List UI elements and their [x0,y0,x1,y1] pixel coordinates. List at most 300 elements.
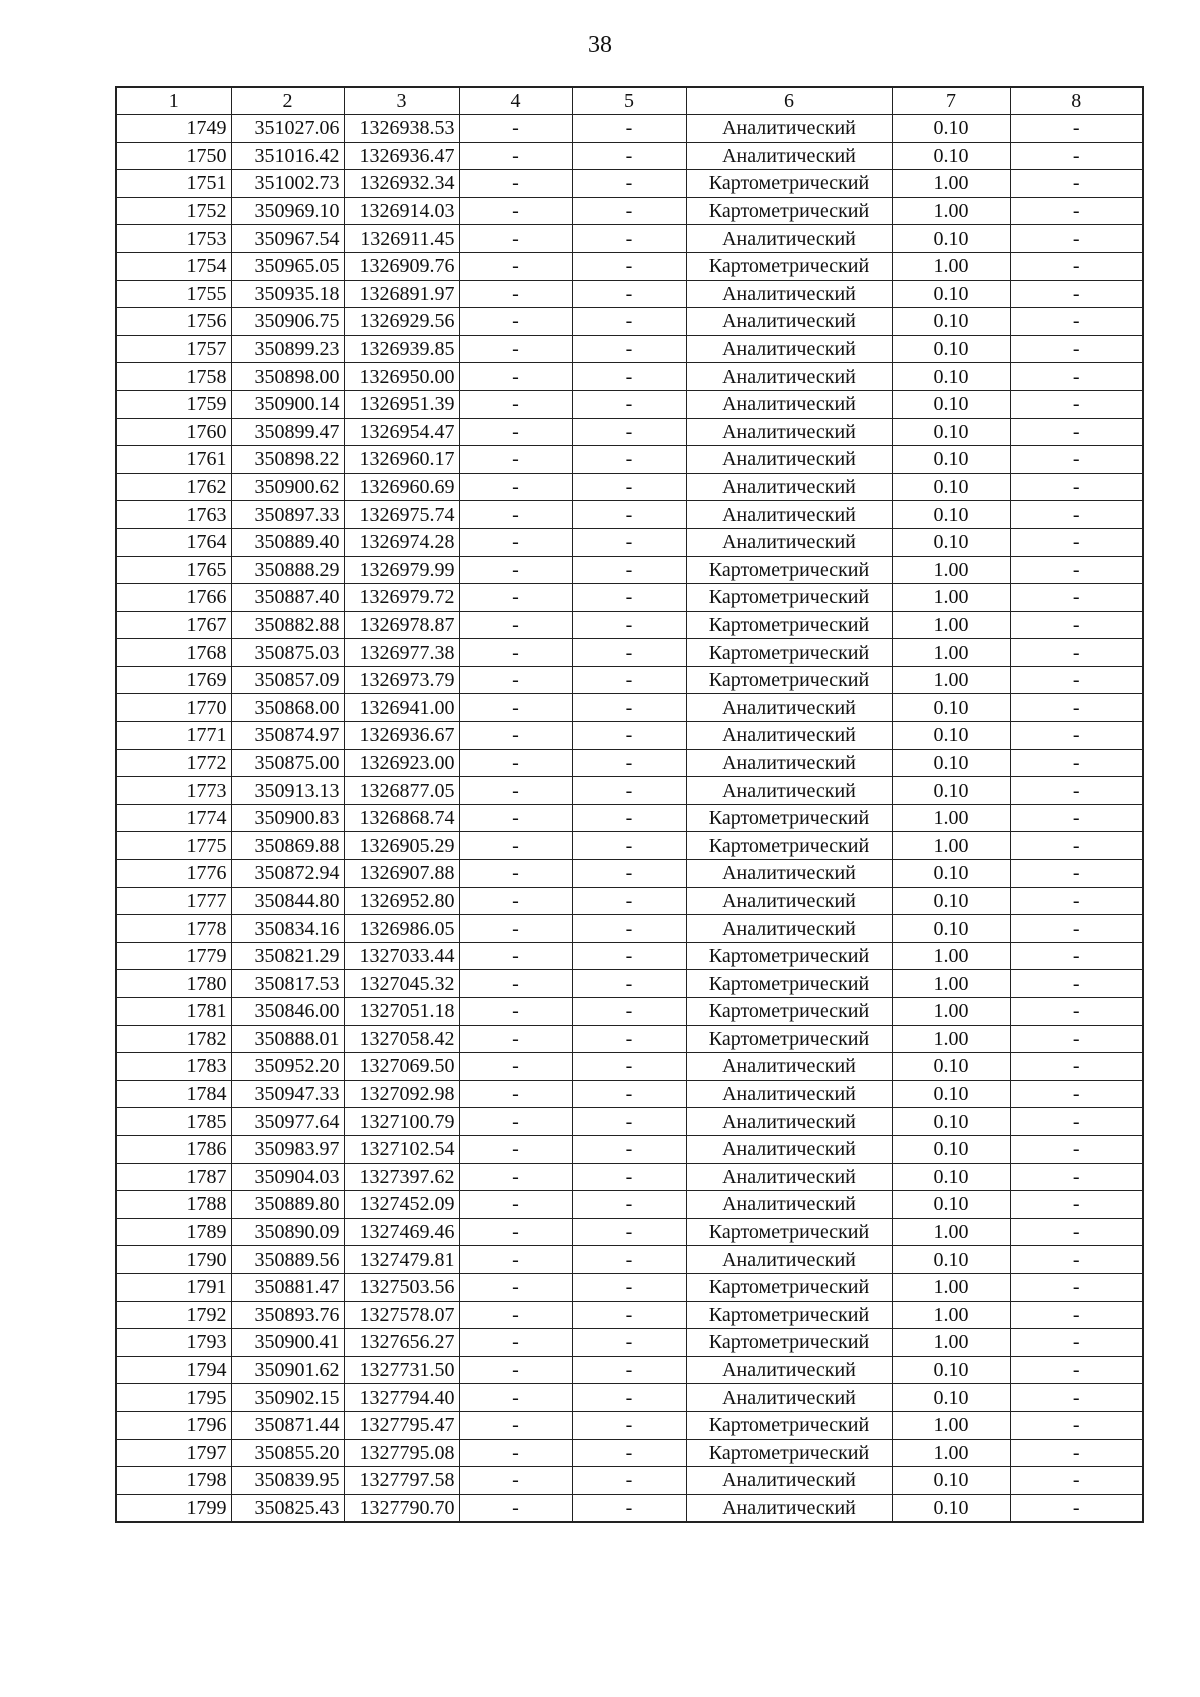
table-row [116,1246,1143,1274]
col8-cell: - [1010,1301,1143,1329]
accuracy-cell: 0.10 [892,142,1010,170]
table-row [116,1108,1143,1136]
table-row [116,1329,1143,1357]
table-row [116,1025,1143,1053]
method-cell: Картометрический [686,998,892,1026]
accuracy-cell: 1.00 [892,1439,1010,1467]
accuracy-cell: 0.10 [892,115,1010,143]
col5-cell: - [572,860,686,888]
method-cell: Картометрический [686,584,892,612]
point-number-cell: 1749 [116,115,231,143]
table-row [116,639,1143,667]
col4-cell: - [459,556,572,584]
point-number-cell: 1782 [116,1025,231,1053]
header-row [116,87,1143,115]
table-row [116,473,1143,501]
col8-cell: - [1010,887,1143,915]
accuracy-cell: 0.10 [892,1053,1010,1081]
col4-cell: - [459,998,572,1026]
col4-cell: - [459,1191,572,1219]
point-number-cell: 1769 [116,666,231,694]
col5-cell: - [572,942,686,970]
col8-cell: - [1010,197,1143,225]
y-coordinate-cell: 1326960.17 [344,446,459,474]
col8-cell: - [1010,501,1143,529]
column-header: 3 [344,87,459,115]
col8-cell: - [1010,528,1143,556]
x-coordinate-cell: 350898.22 [231,446,344,474]
x-coordinate-cell: 350935.18 [231,280,344,308]
point-number-cell: 1752 [116,197,231,225]
point-number-cell: 1754 [116,252,231,280]
x-coordinate-cell: 350888.29 [231,556,344,584]
point-number-cell: 1793 [116,1329,231,1357]
method-cell: Картометрический [686,1218,892,1246]
method-cell: Картометрический [686,832,892,860]
method-cell: Картометрический [686,804,892,832]
col4-cell: - [459,970,572,998]
y-coordinate-cell: 1326891.97 [344,280,459,308]
method-cell: Аналитический [686,501,892,529]
x-coordinate-cell: 350898.00 [231,363,344,391]
col5-cell: - [572,1329,686,1357]
col5-cell: - [572,970,686,998]
point-number-cell: 1780 [116,970,231,998]
accuracy-cell: 1.00 [892,1025,1010,1053]
accuracy-cell: 0.10 [892,777,1010,805]
method-cell: Аналитический [686,1384,892,1412]
col8-cell: - [1010,335,1143,363]
accuracy-cell: 1.00 [892,556,1010,584]
col4-cell: - [459,115,572,143]
point-number-cell: 1755 [116,280,231,308]
col5-cell: - [572,1439,686,1467]
col4-cell: - [459,1356,572,1384]
col5-cell: - [572,1163,686,1191]
x-coordinate-cell: 350875.00 [231,749,344,777]
col5-cell: - [572,611,686,639]
point-number-cell: 1765 [116,556,231,584]
col8-cell: - [1010,1135,1143,1163]
point-number-cell: 1796 [116,1411,231,1439]
col4-cell: - [459,1411,572,1439]
col8-cell: - [1010,142,1143,170]
col4-cell: - [459,1163,572,1191]
col5-cell: - [572,1356,686,1384]
accuracy-cell: 1.00 [892,197,1010,225]
y-coordinate-cell: 1327795.47 [344,1411,459,1439]
method-cell: Картометрический [686,1439,892,1467]
accuracy-cell: 0.10 [892,501,1010,529]
accuracy-cell: 0.10 [892,915,1010,943]
table-row [116,170,1143,198]
y-coordinate-cell: 1327503.56 [344,1273,459,1301]
col5-cell: - [572,1080,686,1108]
accuracy-cell: 0.10 [892,1356,1010,1384]
col5-cell: - [572,335,686,363]
table-row [116,915,1143,943]
col8-cell: - [1010,666,1143,694]
accuracy-cell: 0.10 [892,1080,1010,1108]
col8-cell: - [1010,390,1143,418]
col8-cell: - [1010,722,1143,750]
y-coordinate-cell: 1326868.74 [344,804,459,832]
table-row [116,1273,1143,1301]
table-row [116,666,1143,694]
x-coordinate-cell: 350846.00 [231,998,344,1026]
point-number-cell: 1756 [116,308,231,336]
table-row [116,998,1143,1026]
x-coordinate-cell: 350821.29 [231,942,344,970]
point-number-cell: 1775 [116,832,231,860]
col8-cell: - [1010,942,1143,970]
method-cell: Аналитический [686,142,892,170]
accuracy-cell: 1.00 [892,832,1010,860]
col4-cell: - [459,942,572,970]
col5-cell: - [572,749,686,777]
col4-cell: - [459,639,572,667]
x-coordinate-cell: 350887.40 [231,584,344,612]
column-header: 5 [572,87,686,115]
col5-cell: - [572,584,686,612]
x-coordinate-cell: 350817.53 [231,970,344,998]
col4-cell: - [459,1246,572,1274]
method-cell: Аналитический [686,446,892,474]
method-cell: Аналитический [686,694,892,722]
accuracy-cell: 0.10 [892,363,1010,391]
accuracy-cell: 0.10 [892,1384,1010,1412]
col5-cell: - [572,722,686,750]
col4-cell: - [459,1467,572,1495]
point-number-cell: 1783 [116,1053,231,1081]
method-cell: Аналитический [686,1191,892,1219]
col5-cell: - [572,1467,686,1495]
col5-cell: - [572,280,686,308]
x-coordinate-cell: 350900.14 [231,390,344,418]
col4-cell: - [459,446,572,474]
point-number-cell: 1781 [116,998,231,1026]
x-coordinate-cell: 351016.42 [231,142,344,170]
col4-cell: - [459,1439,572,1467]
accuracy-cell: 1.00 [892,942,1010,970]
x-coordinate-cell: 350900.83 [231,804,344,832]
col4-cell: - [459,887,572,915]
point-number-cell: 1771 [116,722,231,750]
col5-cell: - [572,998,686,1026]
method-cell: Картометрический [686,170,892,198]
col8-cell: - [1010,473,1143,501]
x-coordinate-cell: 350900.62 [231,473,344,501]
point-number-cell: 1763 [116,501,231,529]
table-row [116,308,1143,336]
method-cell: Аналитический [686,225,892,253]
point-number-cell: 1762 [116,473,231,501]
col5-cell: - [572,115,686,143]
col4-cell: - [459,1025,572,1053]
col8-cell: - [1010,1053,1143,1081]
y-coordinate-cell: 1326907.88 [344,860,459,888]
accuracy-cell: 1.00 [892,1273,1010,1301]
accuracy-cell: 0.10 [892,1135,1010,1163]
col8-cell: - [1010,1439,1143,1467]
point-number-cell: 1786 [116,1135,231,1163]
x-coordinate-cell: 350983.97 [231,1135,344,1163]
col4-cell: - [459,722,572,750]
x-coordinate-cell: 350893.76 [231,1301,344,1329]
y-coordinate-cell: 1326905.29 [344,832,459,860]
col4-cell: - [459,308,572,336]
method-cell: Аналитический [686,115,892,143]
col5-cell: - [572,473,686,501]
col4-cell: - [459,666,572,694]
accuracy-cell: 0.10 [892,308,1010,336]
table-row [116,418,1143,446]
x-coordinate-cell: 350869.88 [231,832,344,860]
accuracy-cell: 0.10 [892,1191,1010,1219]
y-coordinate-cell: 1327656.27 [344,1329,459,1357]
col5-cell: - [572,225,686,253]
col8-cell: - [1010,170,1143,198]
accuracy-cell: 1.00 [892,639,1010,667]
x-coordinate-cell: 350844.80 [231,887,344,915]
method-cell: Аналитический [686,335,892,363]
page-number: 38 [588,32,612,58]
col8-cell: - [1010,777,1143,805]
col5-cell: - [572,887,686,915]
x-coordinate-cell: 350839.95 [231,1467,344,1495]
column-header: 1 [116,87,231,115]
col4-cell: - [459,501,572,529]
y-coordinate-cell: 1326954.47 [344,418,459,446]
table-row [116,1135,1143,1163]
column-header: 4 [459,87,572,115]
col4-cell: - [459,1053,572,1081]
col8-cell: - [1010,1411,1143,1439]
y-coordinate-cell: 1327045.32 [344,970,459,998]
x-coordinate-cell: 350952.20 [231,1053,344,1081]
point-number-cell: 1773 [116,777,231,805]
accuracy-cell: 0.10 [892,1494,1010,1522]
y-coordinate-cell: 1327452.09 [344,1191,459,1219]
accuracy-cell: 1.00 [892,666,1010,694]
table-row [116,1080,1143,1108]
table-row [116,252,1143,280]
method-cell: Аналитический [686,1053,892,1081]
method-cell: Аналитический [686,280,892,308]
x-coordinate-cell: 350872.94 [231,860,344,888]
table-row [116,584,1143,612]
method-cell: Картометрический [686,639,892,667]
table-row [116,335,1143,363]
col5-cell: - [572,777,686,805]
method-cell: Картометрический [686,1025,892,1053]
table-row [116,1163,1143,1191]
table-row [116,1467,1143,1495]
col8-cell: - [1010,1273,1143,1301]
column-header: 8 [1010,87,1143,115]
x-coordinate-cell: 350834.16 [231,915,344,943]
col5-cell: - [572,252,686,280]
col5-cell: - [572,1053,686,1081]
col8-cell: - [1010,1246,1143,1274]
coordinates-table [115,86,1144,1523]
method-cell: Картометрический [686,666,892,694]
accuracy-cell: 0.10 [892,528,1010,556]
col8-cell: - [1010,832,1143,860]
accuracy-cell: 1.00 [892,611,1010,639]
col8-cell: - [1010,584,1143,612]
x-coordinate-cell: 350871.44 [231,1411,344,1439]
table-row [116,777,1143,805]
col8-cell: - [1010,225,1143,253]
accuracy-cell: 0.10 [892,749,1010,777]
col5-cell: - [572,197,686,225]
y-coordinate-cell: 1326978.87 [344,611,459,639]
point-number-cell: 1778 [116,915,231,943]
col5-cell: - [572,1025,686,1053]
method-cell: Аналитический [686,887,892,915]
col4-cell: - [459,335,572,363]
col8-cell: - [1010,1025,1143,1053]
col5-cell: - [572,363,686,391]
method-cell: Картометрический [686,970,892,998]
y-coordinate-cell: 1326929.56 [344,308,459,336]
col5-cell: - [572,418,686,446]
col8-cell: - [1010,1218,1143,1246]
point-number-cell: 1770 [116,694,231,722]
table-row [116,280,1143,308]
method-cell: Картометрический [686,611,892,639]
table-row [116,804,1143,832]
y-coordinate-cell: 1326975.74 [344,501,459,529]
col8-cell: - [1010,115,1143,143]
point-number-cell: 1791 [116,1273,231,1301]
accuracy-cell: 0.10 [892,887,1010,915]
accuracy-cell: 0.10 [892,390,1010,418]
col5-cell: - [572,390,686,418]
method-cell: Аналитический [686,1163,892,1191]
col5-cell: - [572,1494,686,1522]
x-coordinate-cell: 350875.03 [231,639,344,667]
col5-cell: - [572,170,686,198]
y-coordinate-cell: 1326932.34 [344,170,459,198]
col5-cell: - [572,1191,686,1219]
y-coordinate-cell: 1326952.80 [344,887,459,915]
method-cell: Аналитический [686,722,892,750]
col4-cell: - [459,363,572,391]
table-row [116,1053,1143,1081]
col4-cell: - [459,749,572,777]
x-coordinate-cell: 350913.13 [231,777,344,805]
y-coordinate-cell: 1327795.08 [344,1439,459,1467]
col4-cell: - [459,832,572,860]
point-number-cell: 1772 [116,749,231,777]
col4-cell: - [459,170,572,198]
col8-cell: - [1010,1080,1143,1108]
col8-cell: - [1010,1329,1143,1357]
table-row [116,694,1143,722]
col8-cell: - [1010,749,1143,777]
method-cell: Аналитический [686,1108,892,1136]
accuracy-cell: 1.00 [892,252,1010,280]
table-row [116,887,1143,915]
y-coordinate-cell: 1326960.69 [344,473,459,501]
point-number-cell: 1784 [116,1080,231,1108]
table-row [116,1411,1143,1439]
accuracy-cell: 1.00 [892,1301,1010,1329]
table-row [116,832,1143,860]
x-coordinate-cell: 350889.40 [231,528,344,556]
x-coordinate-cell: 350901.62 [231,1356,344,1384]
method-cell: Аналитический [686,528,892,556]
point-number-cell: 1753 [116,225,231,253]
col5-cell: - [572,1411,686,1439]
point-number-cell: 1761 [116,446,231,474]
y-coordinate-cell: 1327092.98 [344,1080,459,1108]
point-number-cell: 1757 [116,335,231,363]
x-coordinate-cell: 350857.09 [231,666,344,694]
x-coordinate-cell: 350906.75 [231,308,344,336]
method-cell: Картометрический [686,252,892,280]
x-coordinate-cell: 350904.03 [231,1163,344,1191]
y-coordinate-cell: 1327069.50 [344,1053,459,1081]
method-cell: Картометрический [686,197,892,225]
point-number-cell: 1787 [116,1163,231,1191]
col4-cell: - [459,1108,572,1136]
method-cell: Аналитический [686,1356,892,1384]
col8-cell: - [1010,970,1143,998]
col4-cell: - [459,1080,572,1108]
col5-cell: - [572,1246,686,1274]
table-row [116,1439,1143,1467]
col4-cell: - [459,611,572,639]
point-number-cell: 1790 [116,1246,231,1274]
point-number-cell: 1777 [116,887,231,915]
accuracy-cell: 1.00 [892,804,1010,832]
y-coordinate-cell: 1326923.00 [344,749,459,777]
y-coordinate-cell: 1327790.70 [344,1494,459,1522]
y-coordinate-cell: 1326950.00 [344,363,459,391]
table-row [116,142,1143,170]
y-coordinate-cell: 1326979.72 [344,584,459,612]
point-number-cell: 1779 [116,942,231,970]
y-coordinate-cell: 1326974.28 [344,528,459,556]
method-cell: Аналитический [686,308,892,336]
x-coordinate-cell: 350825.43 [231,1494,344,1522]
col4-cell: - [459,473,572,501]
y-coordinate-cell: 1326977.38 [344,639,459,667]
col8-cell: - [1010,1163,1143,1191]
col8-cell: - [1010,860,1143,888]
y-coordinate-cell: 1326951.39 [344,390,459,418]
accuracy-cell: 0.10 [892,1163,1010,1191]
col8-cell: - [1010,418,1143,446]
x-coordinate-cell: 350977.64 [231,1108,344,1136]
col4-cell: - [459,1329,572,1357]
accuracy-cell: 0.10 [892,860,1010,888]
x-coordinate-cell: 350969.10 [231,197,344,225]
col4-cell: - [459,528,572,556]
y-coordinate-cell: 1326914.03 [344,197,459,225]
col8-cell: - [1010,694,1143,722]
table-row [116,860,1143,888]
method-cell: Картометрический [686,1329,892,1357]
y-coordinate-cell: 1327469.46 [344,1218,459,1246]
x-coordinate-cell: 350888.01 [231,1025,344,1053]
y-coordinate-cell: 1326939.85 [344,335,459,363]
accuracy-cell: 0.10 [892,722,1010,750]
col4-cell: - [459,1384,572,1412]
